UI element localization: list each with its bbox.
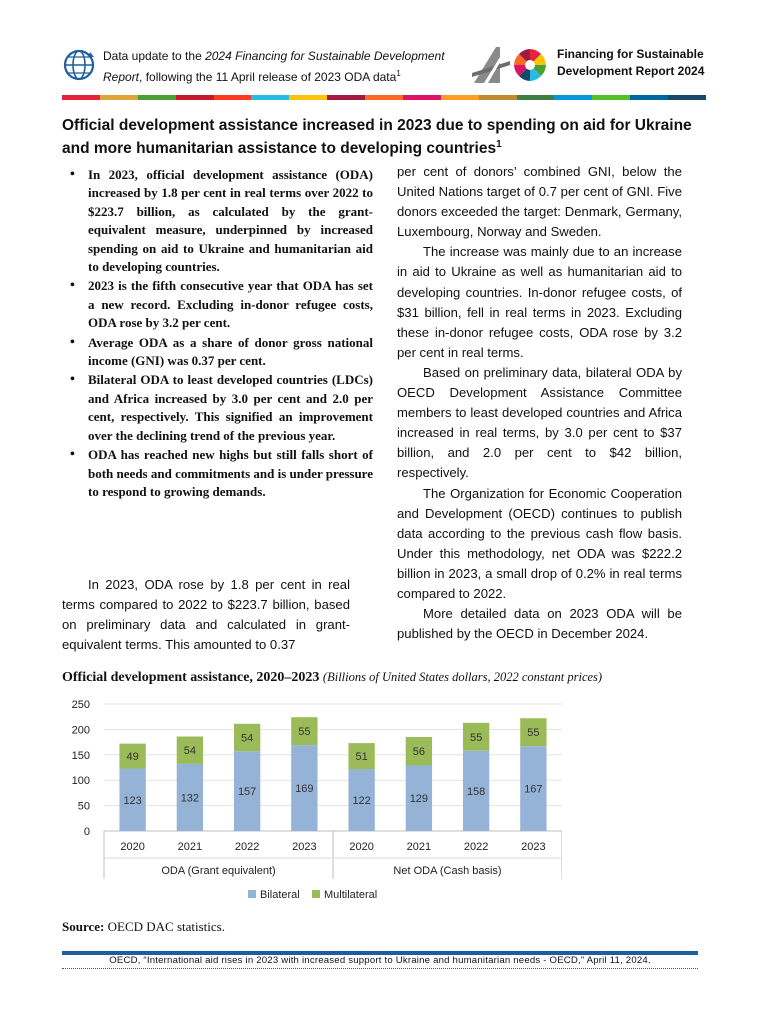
globe-icon: [62, 48, 96, 82]
data-label: 158: [466, 785, 486, 798]
key-point: • Bilateral ODA to least developed countries (LDCs) and Africa increased by 3.0 per cent and 2.0 per cent, respectively. This signified an improvement over the declining trend of the previous year.: [88, 371, 373, 445]
stripe-segment: [630, 95, 668, 100]
stripe-segment: [251, 95, 289, 100]
source-note: Source: OECD DAC statistics.: [62, 919, 225, 934]
body-paragraph-4: The Organization for Economic Cooperation and Development (OECD) continues to publish data according to the previous cash flow basis. Under this methodology, net ODA was $222.2 billion in 2023, a small drop of 0.2% in real terms compared to 2022.: [397, 485, 682, 601]
data-label: 51: [355, 751, 368, 764]
legend-swatch: [248, 890, 256, 898]
data-label: 132: [180, 792, 200, 805]
key-point: • 2023 is the fifth consecutive year that ODA has set a new record. Excluding in-donor refugee costs, ODA rose by 3.2 per cent.: [88, 277, 373, 332]
data-label: 122: [352, 795, 371, 808]
x-tick-label: 2021: [177, 841, 203, 853]
key-point: • In 2023, official development assistance (ODA) increased by 1.8 per cent in real terms over 2022 to $223.7 billion, as calculated by the grant-equivalent measure, underpinned by increased spending on aid to Ukraine and humanitarian aid to developing countries.: [88, 166, 373, 276]
body-paragraph-1-end: per cent of donors’ combined GNI, below the United Nations target of 0.7 per cent of GNI. Five donors exceeded the target: Denmark, Germany, Luxembourg, Norway and Sweden.: [397, 164, 682, 240]
stripe-segment: [554, 95, 592, 100]
stripe-segment: [441, 95, 479, 100]
body-paragraph-2: The increase was mainly due to an increase in aid to Ukraine as well as humanitarian aid to developing countries. In-donor refugee costs, of $31 billion, fell in real terms in 2023. Excluding these in-donor refugee costs, ODA rose by 3.2 per cent in real terms.: [397, 244, 682, 360]
body-column-left: [62, 575, 350, 655]
data-label: 167: [524, 783, 543, 796]
stripe-segment: [592, 95, 630, 100]
data-label: 123: [123, 794, 142, 807]
y-tick-label: 250: [71, 699, 90, 711]
x-tick-label: 2021: [406, 841, 432, 853]
x-tick-label: 2022: [234, 841, 260, 853]
stripe-segment: [100, 95, 138, 100]
x-tick-label: 2020: [120, 841, 145, 853]
data-label: 55: [527, 727, 540, 740]
stripe-segment: [327, 95, 365, 100]
body-paragraph-1-start: In 2023, ODA rose by 1.8 per cent in real terms compared to 2022 to $223.7 billion, based on preliminary data and calculated in grant-equivalent terms. This amounted to 0.37: [62, 577, 350, 653]
y-tick-label: 200: [71, 724, 90, 737]
x-tick-label: 2023: [292, 841, 317, 853]
group-label: ODA (Grant equivalent): [161, 865, 276, 877]
x-tick-label: 2022: [463, 841, 489, 853]
oda-stacked-bar-chart: [62, 694, 562, 916]
data-label: 54: [183, 745, 196, 758]
data-label: 56: [412, 746, 425, 759]
legend-swatch: [312, 890, 320, 898]
data-label: 157: [237, 786, 257, 799]
key-point: • Average ODA as a share of donor gross national income (GNI) was 0.37 per cent.: [88, 334, 373, 371]
data-label: 55: [298, 726, 311, 739]
sdg-color-stripe: [62, 95, 706, 100]
stripe-segment: [214, 95, 252, 100]
data-label: 55: [470, 731, 483, 744]
page-headline: Official development assistance increased in 2023 due to spending on aid for Ukraine and more humanitarian assistance to developing countries$^1$: [62, 117, 692, 158]
stripe-segment: [138, 95, 176, 100]
key-point: • ODA has reached new highs but still falls short of both needs and commitments and is under pressure to respond to growing demands.: [88, 446, 373, 501]
data-label: 169: [295, 783, 314, 796]
stripe-segment: [289, 95, 327, 100]
y-tick-label: 100: [71, 775, 90, 788]
data-label: 129: [409, 793, 429, 806]
stripe-segment: [62, 95, 100, 100]
ffd-logo: [470, 43, 550, 87]
body-column-right: [397, 162, 682, 644]
y-tick-label: 150: [71, 749, 90, 762]
stripe-segment: [479, 95, 517, 100]
key-points-list: [62, 166, 373, 502]
x-tick-label: 2023: [521, 841, 546, 853]
data-label: 54: [241, 732, 254, 745]
stripe-segment: [403, 95, 441, 100]
footnote: OECD, “International aid rises in 2023 with increased support to Ukraine and humanitarian needs - OECD,” April 11, 2024.: [62, 955, 698, 969]
header-update-note: Data update to the 2024 Financing for Sustainable Development Report, following the 11 April release of 2023 ODA data$^1$: [103, 49, 445, 84]
legend-label: Bilateral: [260, 889, 300, 901]
report-title: Financing for Sustainable Development Report 2024: [557, 47, 705, 78]
body-paragraph-3: Based on preliminary data, bilateral ODA by OECD Development Assistance Committee members to least developed countries and Africa increased in real terms, by 3.0 per cent to $37 billion, and 2.0 per cent to $42 billion, respectively.: [397, 364, 682, 481]
stripe-segment: [365, 95, 403, 100]
stripe-segment: [668, 95, 706, 100]
y-tick-label: 0: [83, 826, 90, 838]
stripe-segment: [176, 95, 214, 100]
body-paragraph-5: More detailed data on 2023 ODA will be published by the OECD in December 2024.: [397, 606, 682, 642]
chart-title: Official development assistance, 2020–2023 (Billions of United States dollars, 2022 constant prices): [62, 670, 603, 685]
stripe-segment: [517, 95, 555, 100]
data-label: 49: [126, 751, 139, 764]
x-tick-label: 2020: [349, 841, 374, 853]
legend-label: Multilateral: [324, 889, 378, 901]
y-tick-label: 50: [77, 800, 90, 813]
group-label: Net ODA (Cash basis): [393, 865, 502, 877]
